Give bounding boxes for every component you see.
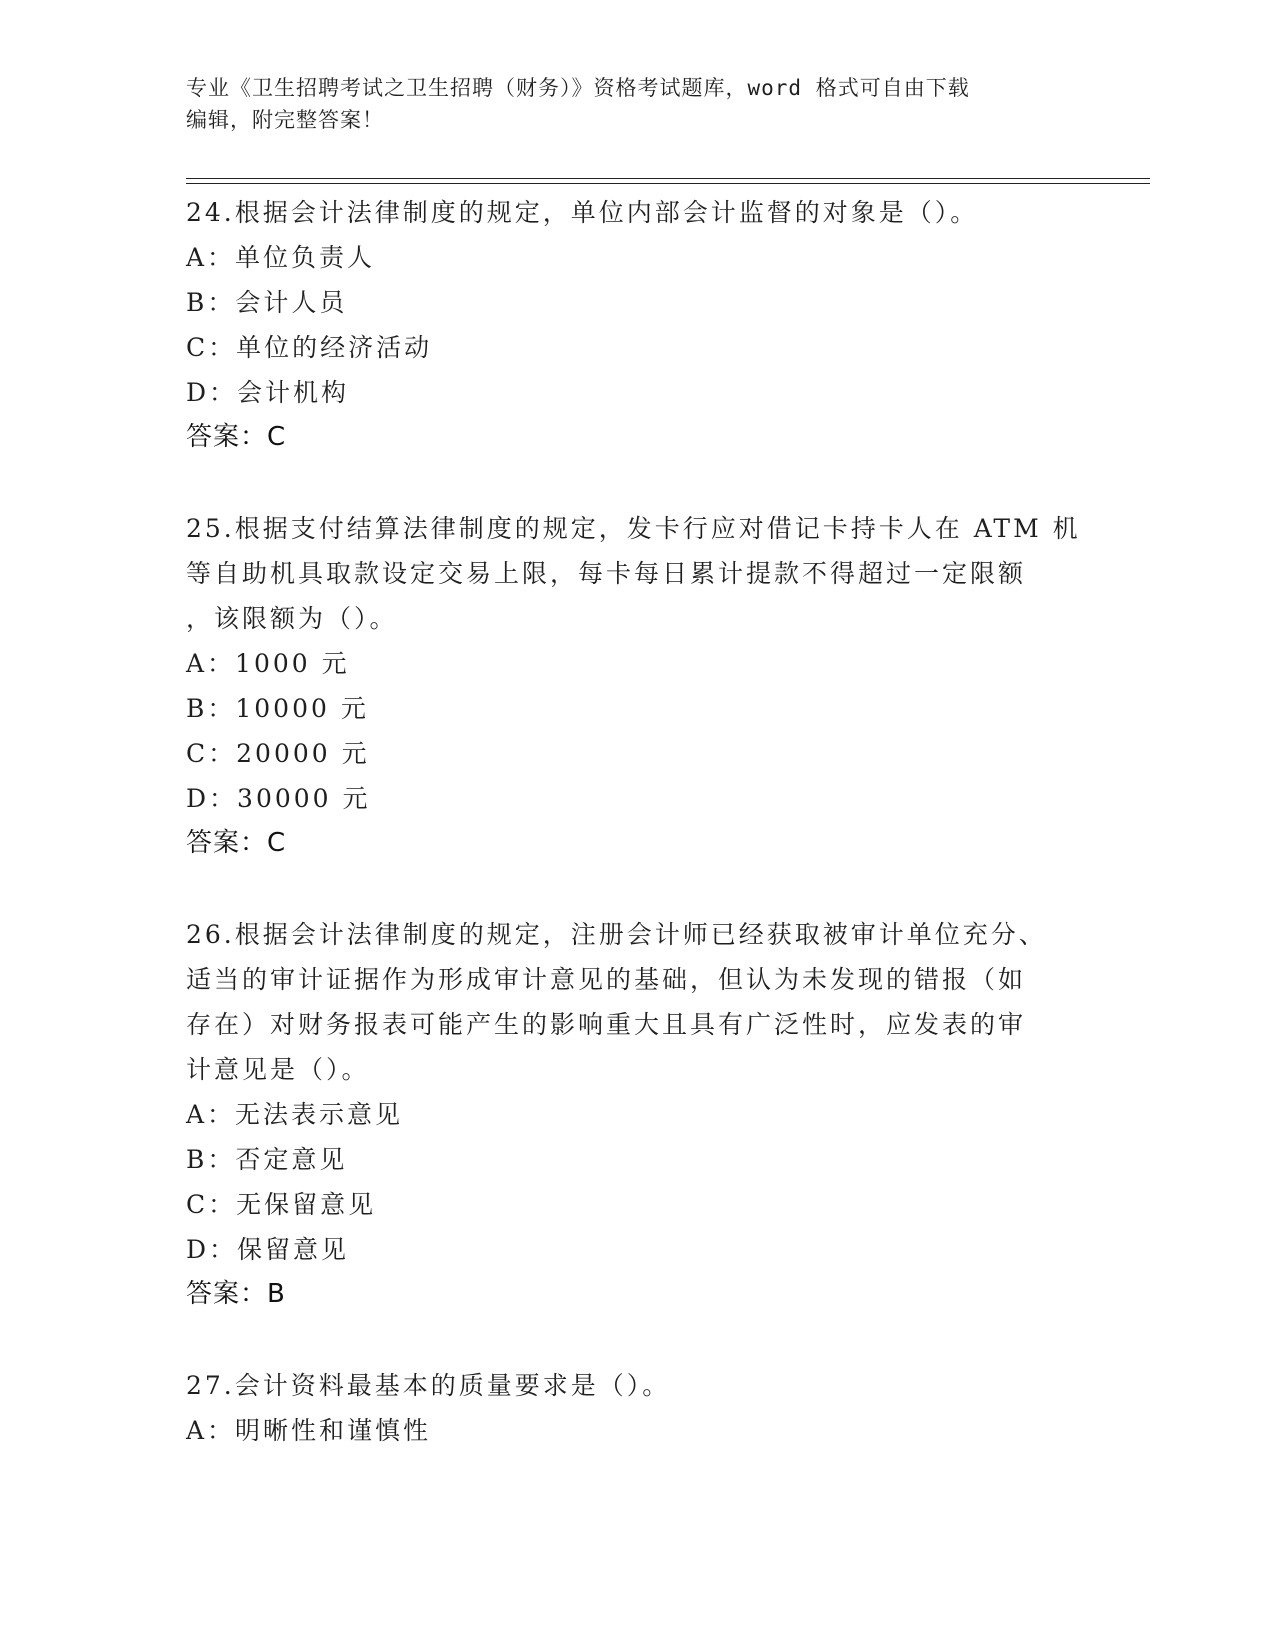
option-a: A：无法表示意见 [186,1100,404,1129]
question-text-line-1: 26.根据会计法律制度的规定，注册会计师已经获取被审计单位充分、 [186,920,1047,949]
header-rule-top [186,178,1150,179]
question-list [186,190,1086,1499]
option-a: A：明晰性和谨慎性 [186,1416,432,1445]
question-text-line-3: ，该限额为（）。 [186,604,398,633]
answer: 答案：C [186,828,287,858]
question-text-line-2: 适当的审计证据作为形成审计意见的基础，但认为未发现的错报（如 [186,965,1027,994]
question-text-line-1: 25.根据支付结算法律制度的规定，发卡行应对借记卡持卡人在 ATM 机 [186,514,1081,543]
header-line-1: 专业《卫生招聘考试之卫生招聘（财务）》资格考试题库，word 格式可自由下载 [186,76,970,100]
option-d: D：保留意见 [186,1235,350,1264]
option-a: A：1000 元 [186,649,350,678]
option-c: C：单位的经济活动 [186,333,433,362]
option-b: B：否定意见 [186,1145,348,1174]
header-line-2: 编辑，附完整答案！ [186,108,384,132]
question-25 [186,506,1086,866]
question-text-line-2: 等自助机具取款设定交易上限，每卡每日累计提款不得超过一定限额 [186,559,1027,588]
option-d: D：会计机构 [186,378,350,407]
header-rule-bottom [186,183,1150,184]
option-b: B：会计人员 [186,288,348,317]
question-text: 27.会计资料最基本的质量要求是（）。 [186,1371,671,1400]
question-27 [186,1363,1086,1453]
answer: 答案：B [186,1279,286,1309]
option-b: B：10000 元 [186,694,369,723]
question-24 [186,190,1086,460]
option-c: C：20000 元 [186,739,370,768]
option-a: A：单位负责人 [186,243,376,272]
question-text: 24.根据会计法律制度的规定，单位内部会计监督的对象是（）。 [186,198,979,227]
question-text-line-4: 计意见是（）。 [186,1055,370,1084]
option-c: C：无保留意见 [186,1190,377,1219]
question-text-line-3: 存在）对财务报表可能产生的影响重大且具有广泛性时，应发表的审 [186,1010,1027,1039]
document-header [186,72,1066,136]
question-26 [186,912,1086,1317]
option-d: D：30000 元 [186,784,371,813]
answer: 答案：C [186,422,287,452]
